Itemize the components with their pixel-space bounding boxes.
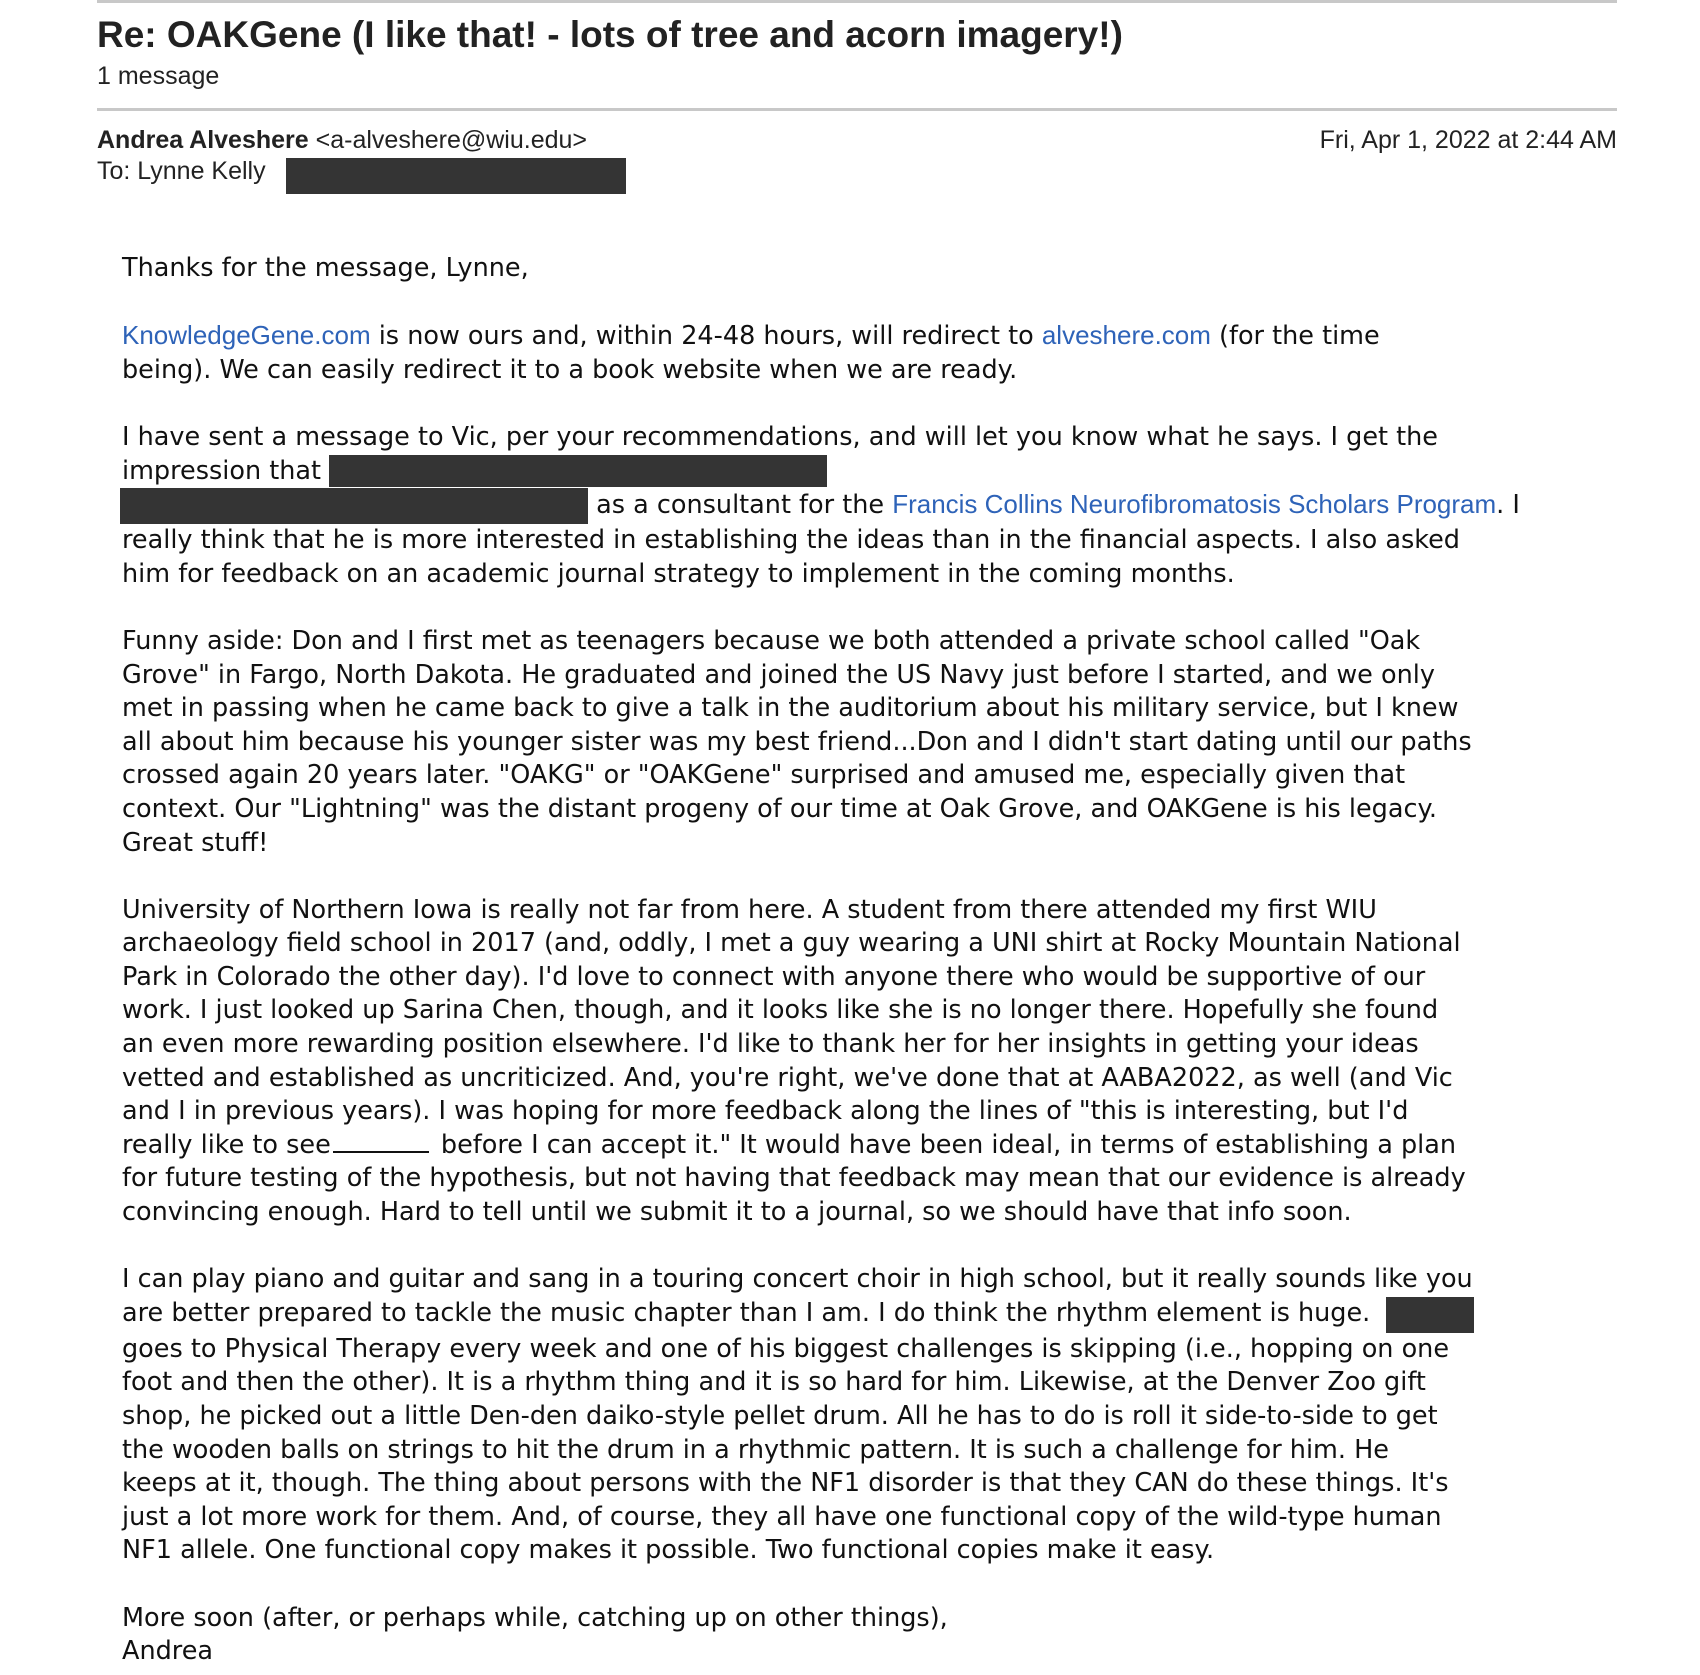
body-line: all about him because his younger sister was my best friend...Don and I didn't start dating until our paths: [122, 726, 1472, 757]
signature: Andrea: [122, 1636, 214, 1667]
redaction-block: [1386, 1297, 1474, 1333]
recipient-line: To: Lynne Kelly: [97, 157, 266, 185]
message-body: [122, 252, 1602, 1669]
body-line: Funny aside: Don and I first met as teenagers because we both attended a private school called "Oak: [122, 625, 1421, 656]
body-line: foot and then the other). It is a rhythm thing and it is so hard for him. Likewise, at the Denver Zoo gift: [122, 1367, 1426, 1398]
francis-collins-program-link[interactable]: Francis Collins Neurofibromatosis Scholars Program: [892, 489, 1497, 520]
body-line: for future testing of the hypothesis, but not having that feedback may mean that our evidence is already: [122, 1163, 1466, 1194]
body-line: Park in Colorado the other day). I'd love to connect with anyone there who would be supportive of our: [122, 961, 1426, 992]
body-line: archaeology field school in 2017 (and, oddly, I met a guy wearing a UNI shirt at Rocky Mountain National: [122, 928, 1461, 959]
body-line: context. Our "Lightning" was the distant progeny of our time at Oak Grove, and OAKGene is his legacy.: [122, 793, 1438, 824]
body-line: crossed again 20 years later. "OAKG" or "OAKGene" surprised and amused me, especially given that: [122, 760, 1406, 791]
body-line: convincing enough. Hard to tell until we submit it to a journal, so we should have that info soon.: [122, 1197, 1352, 1228]
knowledgegene-link[interactable]: KnowledgeGene.com: [122, 320, 371, 351]
fill-in-blank: [333, 1129, 429, 1153]
body-line: him for feedback on an academic journal strategy to implement in the coming months.: [122, 558, 1235, 589]
body-line: shop, he picked out a little Den-den daiko-style pellet drum. All he has to do is roll it side-to-side to get: [122, 1401, 1438, 1431]
body-line: and I in previous years). I was hoping for more feedback along the lines of "this is interesting, but I'd: [122, 1096, 1409, 1127]
body-line: vetted and established as uncriticized. And, you're right, we've done that at AABA2022, as well (and Vic: [122, 1062, 1453, 1093]
body-line: an even more rewarding position elsewhere. I'd like to thank her for her insights in getting your ideas: [122, 1029, 1419, 1060]
message-date: Fri, Apr 1, 2022 at 2:44 AM: [1319, 126, 1617, 154]
body-line: goes to Physical Therapy every week and one of his biggest challenges is skipping (i.e., hopping on one: [122, 1333, 1450, 1364]
header-divider: [97, 108, 1617, 111]
body-line: University of Northern Iowa is really not far from here. A student from there attended my first WIU: [122, 894, 1377, 925]
body-line: met in passing when he came back to give a talk in the auditorium about his military service, but I knew: [122, 693, 1459, 724]
sender-email: <a-alveshere@wiu.edu>: [315, 126, 587, 154]
body-line: KnowledgeGene.com is now ours and, within 24-48 hours, will redirect to alveshere.com (for the time: [122, 320, 1380, 352]
body-line: work. I just looked up Sarina Chen, though, and it looks like she is no longer there. Hopefully she found: [122, 995, 1439, 1026]
body-line: impression that: [122, 455, 1602, 489]
body-line: just a lot more work for them. And, of course, they all have one functional copy of the wild-type human: [122, 1501, 1442, 1532]
greeting: Thanks for the message, Lynne,: [122, 253, 529, 283]
body-line: as a consultant for the Francis Collins Neurofibromatosis Scholars Program. I: [122, 488, 1602, 524]
body-line: really like to see before I can accept it." It would have been ideal, in terms of establishing a plan: [122, 1129, 1457, 1160]
alveshere-link[interactable]: alveshere.com: [1041, 320, 1211, 351]
body-line: are better prepared to tackle the music chapter than I am. I do think the rhythm element is huge.: [122, 1297, 1602, 1333]
body-line: I can play piano and guitar and sang in a touring concert choir in high school, but it really sounds like you: [122, 1264, 1473, 1295]
email-subject: Re: OAKGene (I like that! - lots of tree and acorn imagery!): [97, 14, 1123, 55]
body-line: the wooden balls on strings to hit the drum in a rhythmic pattern. It is such a challenge for him. He: [122, 1434, 1389, 1465]
body-line: Grove" in Fargo, North Dakota. He graduated and joined the US Navy just before I started, and we only: [122, 659, 1435, 690]
redaction-block: [286, 158, 626, 194]
message-count: 1 message: [97, 62, 220, 90]
top-divider: [97, 0, 1617, 3]
sender-line: [97, 126, 587, 155]
body-line: I have sent a message to Vic, per your recommendations, and will let you know what he says. I get the: [122, 421, 1438, 452]
body-line: really think that he is more interested in establishing the ideas than in the financial aspects. I also asked: [122, 525, 1460, 556]
body-line: being). We can easily redirect it to a book website when we are ready.: [122, 354, 1018, 385]
body-line: NF1 allele. One functional copy makes it possible. Two functional copies make it easy.: [122, 1535, 1215, 1566]
body-line: Great stuff!: [122, 827, 269, 858]
redaction-block: [329, 455, 827, 487]
closing: More soon (after, or perhaps while, catching up on other things),: [122, 1602, 948, 1633]
sender-name: Andrea Alveshere: [97, 126, 309, 154]
body-line: keeps at it, though. The thing about persons with the NF1 disorder is that they CAN do these things. It's: [122, 1468, 1449, 1499]
redaction-block: [120, 488, 588, 524]
